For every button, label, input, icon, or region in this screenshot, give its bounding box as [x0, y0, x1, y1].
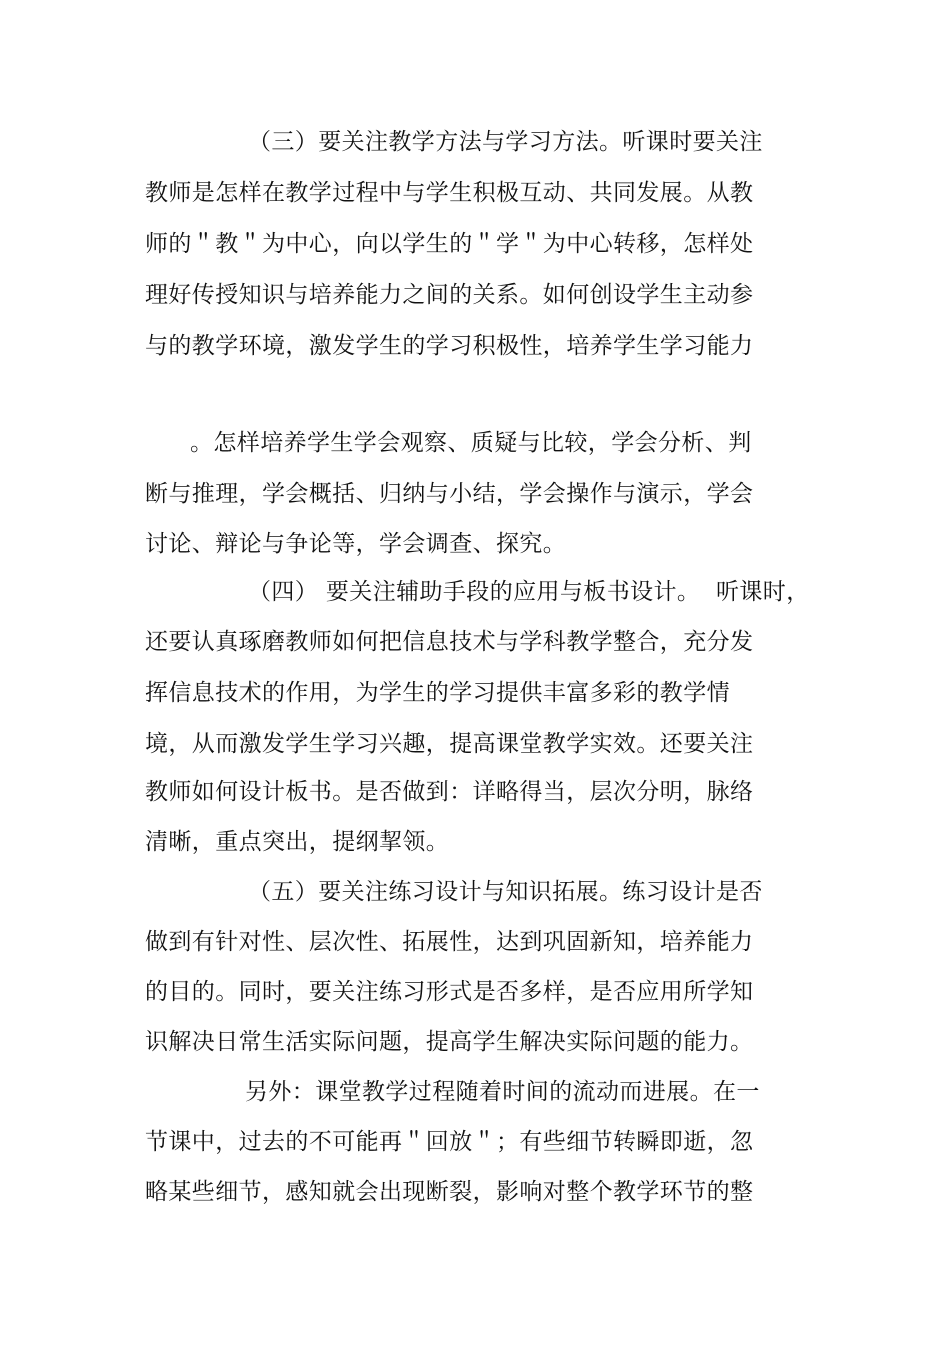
text-line: 还要认真琢磨教师如何把信息技术与学科教学整合，充分发 — [145, 629, 754, 655]
text-line: 挥信息技术的作用，为学生的学习提供丰富多彩的教学情 — [145, 680, 730, 706]
text-line: 讨论、辩论与争论等，学会调查、探究。 — [145, 531, 567, 557]
text-line: 另外：课堂教学过程随着时间的流动而进展。在一 — [245, 1079, 760, 1105]
text-line: 师的＂教＂为中心，向以学生的＂学＂为中心转移，怎样处 — [145, 231, 754, 257]
text-line: 听课时， — [716, 579, 810, 605]
text-line: 与的教学环境，激发学生的学习积极性，培养学生学习能力 — [145, 333, 754, 359]
text-line: 教师是怎样在教学过程中与学生积极互动、共同发展。从教 — [145, 180, 754, 206]
text-line: 的目的。同时，要关注练习形式是否多样，是否应用所学知 — [145, 979, 754, 1005]
text-line: （五）要关注练习设计与知识拓展。练习设计是否 — [248, 879, 763, 905]
text-line: 教师如何设计板书。是否做到：详略得当，层次分明，脉络 — [145, 779, 754, 805]
text-line: 略某些细节，感知就会出现断裂，影响对整个教学环节的整 — [145, 1179, 754, 1205]
text-line: 做到有针对性、层次性、拓展性，达到巩固新知，培养能力 — [145, 929, 754, 955]
text-line: 。怎样培养学生学会观察、质疑与比较，学会分析、判 — [190, 430, 752, 456]
text-line: 境，从而激发学生学习兴趣，提高课堂教学实效。还要关注 — [145, 731, 754, 757]
text-line: 节课中，过去的不可能再＂回放＂；有些细节转瞬即逝，忽 — [145, 1129, 754, 1155]
text-line: 清晰，重点突出，提纲挈领。 — [145, 829, 450, 855]
text-line: 识解决日常生活实际问题，提高学生解决实际问题的能力。 — [145, 1029, 754, 1055]
text-line: 断与推理，学会概括、归纳与小结，学会操作与演示，学会 — [145, 481, 754, 507]
text-line: 理好传授知识与培养能力之间的关系。如何创设学生主动参 — [145, 282, 754, 308]
text-line: （四） 要关注辅助手段的应用与板书设计。 — [248, 579, 701, 605]
text-line: （三）要关注教学方法与学习方法。听课时要关注 — [248, 129, 763, 155]
